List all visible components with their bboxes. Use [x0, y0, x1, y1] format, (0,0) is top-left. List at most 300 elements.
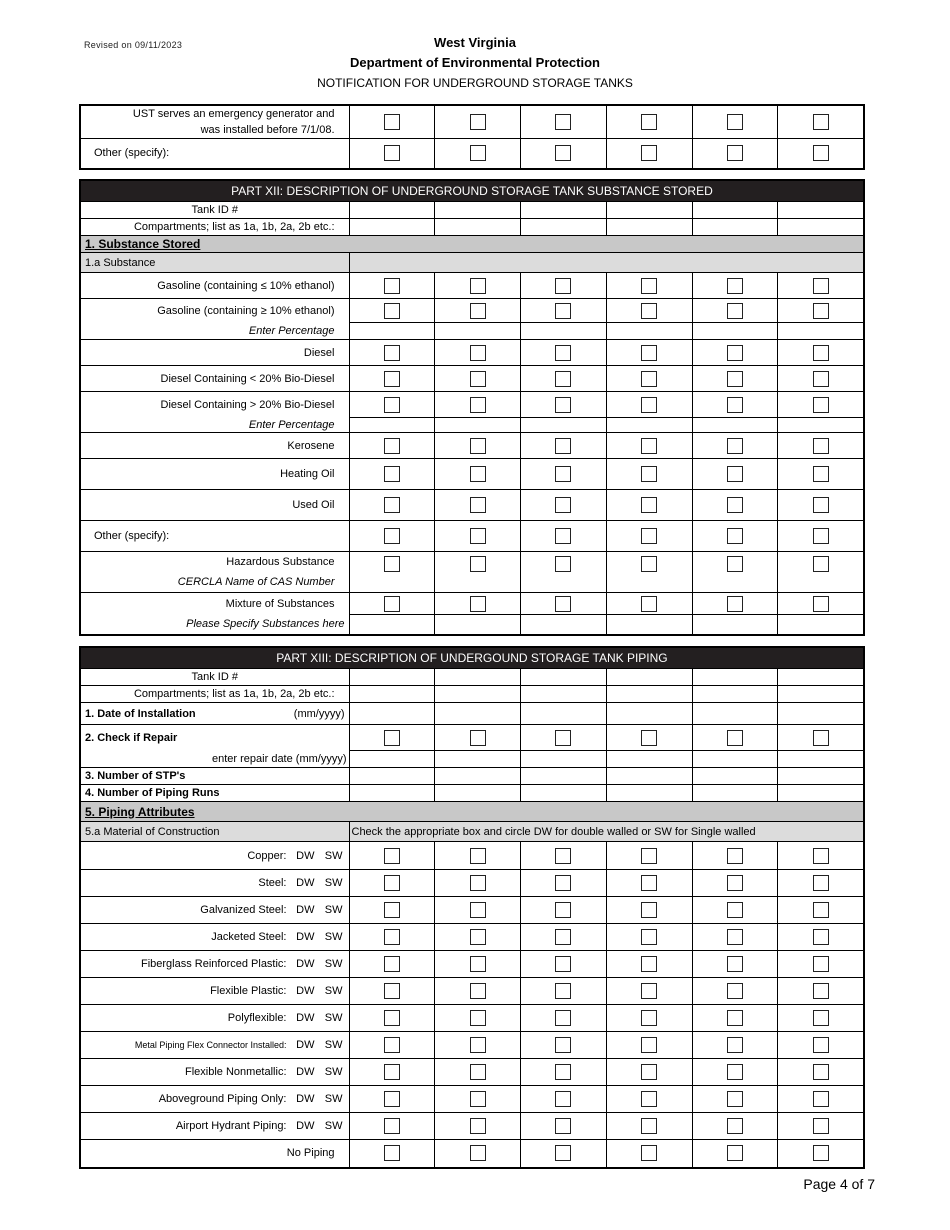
entry-cell[interactable]: [521, 768, 607, 785]
entry-cell[interactable]: [606, 751, 692, 768]
checkbox[interactable]: [813, 875, 829, 891]
checkbox[interactable]: [813, 145, 829, 161]
checkbox[interactable]: [555, 1091, 571, 1107]
entry-cell[interactable]: [435, 202, 521, 219]
entry-cell[interactable]: [349, 785, 435, 802]
checkbox[interactable]: [555, 730, 571, 746]
material-label: [80, 1086, 349, 1113]
checkbox[interactable]: [555, 596, 571, 612]
checkbox[interactable]: [384, 556, 400, 572]
checkbox[interactable]: [727, 983, 743, 999]
checkbox[interactable]: [641, 1064, 657, 1080]
checkbox[interactable]: [641, 1010, 657, 1026]
sw-option[interactable]: SW: [324, 1039, 343, 1051]
entry-cell[interactable]: [778, 768, 864, 785]
entry-cell[interactable]: [692, 418, 778, 433]
checkbox[interactable]: [641, 875, 657, 891]
checkbox[interactable]: [813, 556, 829, 572]
checkbox[interactable]: [555, 983, 571, 999]
checkbox[interactable]: [470, 371, 486, 387]
checkbox[interactable]: [727, 1118, 743, 1134]
checkbox[interactable]: [555, 114, 571, 130]
checkbox[interactable]: [384, 1118, 400, 1134]
checkbox[interactable]: [727, 1091, 743, 1107]
sw-option[interactable]: SW: [324, 877, 343, 889]
checkbox[interactable]: [470, 1145, 486, 1161]
checkbox[interactable]: [813, 1037, 829, 1053]
heating-oil-label: Heating Oil: [80, 459, 349, 490]
emergency-generator-table: [79, 104, 865, 170]
checkbox[interactable]: [727, 528, 743, 544]
checkbox[interactable]: [813, 466, 829, 482]
entry-cell[interactable]: [606, 323, 692, 340]
entry-cell[interactable]: [435, 751, 521, 768]
checkbox[interactable]: [555, 345, 571, 361]
checkbox[interactable]: [727, 956, 743, 972]
checkbox[interactable]: [813, 528, 829, 544]
used-oil-row: [80, 490, 864, 521]
checkbox[interactable]: [813, 497, 829, 513]
checkbox[interactable]: [384, 929, 400, 945]
entry-cell[interactable]: [435, 669, 521, 686]
kerosene-row: [80, 433, 864, 459]
material-label: [80, 1032, 349, 1059]
entry-cell[interactable]: [349, 418, 435, 433]
dw-option[interactable]: DW: [296, 931, 315, 943]
checkbox[interactable]: [727, 929, 743, 945]
checkbox[interactable]: [384, 114, 400, 130]
checkbox[interactable]: [470, 114, 486, 130]
substance-stored-heading: 1. Substance Stored: [80, 236, 864, 253]
sw-option[interactable]: SW: [324, 985, 343, 997]
entry-cell[interactable]: [692, 785, 778, 802]
entry-cell[interactable]: [521, 615, 607, 635]
entry-cell[interactable]: [778, 418, 864, 433]
sw-option[interactable]: SW: [324, 1066, 343, 1078]
checkbox[interactable]: [813, 730, 829, 746]
entry-cell[interactable]: [435, 615, 521, 635]
entry-cell[interactable]: [692, 219, 778, 236]
material-instruction: Check the appropriate box and circle DW for double walled or SW for Single walled: [349, 822, 864, 842]
checkbox[interactable]: [384, 902, 400, 918]
entry-cell[interactable]: [521, 785, 607, 802]
entry-cell[interactable]: [349, 703, 435, 725]
checkbox[interactable]: [384, 528, 400, 544]
checkbox[interactable]: [555, 497, 571, 513]
entry-cell[interactable]: [349, 768, 435, 785]
checkbox[interactable]: [470, 875, 486, 891]
entry-cell[interactable]: [778, 323, 864, 340]
checkbox[interactable]: [641, 303, 657, 319]
checkbox[interactable]: [470, 397, 486, 413]
gasoline-le10-label: Gasoline (containing ≤ 10% ethanol): [80, 273, 349, 299]
checkbox[interactable]: [641, 497, 657, 513]
entry-cell[interactable]: [606, 418, 692, 433]
entry-cell[interactable]: [521, 669, 607, 686]
checkbox[interactable]: [641, 902, 657, 918]
sw-option[interactable]: SW: [324, 1120, 343, 1132]
kerosene-label: Kerosene: [80, 433, 349, 459]
entry-cell[interactable]: [606, 768, 692, 785]
checkbox[interactable]: [813, 956, 829, 972]
entry-cell[interactable]: [692, 703, 778, 725]
checkbox[interactable]: [813, 1118, 829, 1134]
checkbox[interactable]: [813, 438, 829, 454]
checkbox[interactable]: [813, 902, 829, 918]
checkbox[interactable]: [470, 1091, 486, 1107]
checkbox[interactable]: [641, 397, 657, 413]
checkbox[interactable]: [641, 596, 657, 612]
entry-cell[interactable]: [435, 703, 521, 725]
checkbox[interactable]: [555, 438, 571, 454]
repair-date-label: enter repair date (mm/yyyy): [80, 751, 349, 768]
checkbox[interactable]: [384, 145, 400, 161]
entry-cell[interactable]: [521, 202, 607, 219]
checkbox[interactable]: [384, 371, 400, 387]
entry-cell[interactable]: [692, 751, 778, 768]
checkbox[interactable]: [813, 114, 829, 130]
checkbox[interactable]: [555, 145, 571, 161]
specify-row: [80, 615, 864, 635]
entry-cell[interactable]: [349, 686, 435, 703]
checkbox[interactable]: [470, 438, 486, 454]
checkbox[interactable]: [384, 983, 400, 999]
checkbox[interactable]: [813, 397, 829, 413]
sw-option[interactable]: SW: [324, 931, 343, 943]
checkbox[interactable]: [555, 397, 571, 413]
checkbox[interactable]: [384, 438, 400, 454]
checkbox[interactable]: [813, 345, 829, 361]
checkbox[interactable]: [384, 345, 400, 361]
material-name: Jacketed Steel:: [211, 931, 287, 943]
checkbox[interactable]: [384, 278, 400, 294]
num-stp-row: [80, 768, 864, 785]
checkbox[interactable]: [727, 278, 743, 294]
checkbox[interactable]: [641, 1118, 657, 1134]
checkbox[interactable]: [470, 345, 486, 361]
checkbox[interactable]: [727, 596, 743, 612]
checkbox[interactable]: [555, 1118, 571, 1134]
checkbox[interactable]: [641, 1145, 657, 1161]
entry-cell[interactable]: [349, 751, 435, 768]
entry-cell[interactable]: [692, 202, 778, 219]
entry-cell[interactable]: [606, 202, 692, 219]
material-label: [80, 924, 349, 951]
checkbox[interactable]: [384, 1064, 400, 1080]
hazardous-row: [80, 552, 864, 593]
entry-cell[interactable]: [692, 323, 778, 340]
entry-cell[interactable]: [692, 686, 778, 703]
no-piping-label: No Piping: [80, 1140, 349, 1168]
entry-cell[interactable]: [435, 785, 521, 802]
checkbox[interactable]: [641, 278, 657, 294]
checkbox[interactable]: [470, 145, 486, 161]
sw-option[interactable]: SW: [324, 904, 343, 916]
checkbox[interactable]: [555, 1010, 571, 1026]
dw-option[interactable]: DW: [296, 1120, 315, 1132]
checkbox[interactable]: [384, 497, 400, 513]
checkbox[interactable]: [641, 730, 657, 746]
entry-cell[interactable]: [692, 615, 778, 635]
entry-cell[interactable]: [521, 323, 607, 340]
no-piping-row: [80, 1140, 864, 1168]
checkbox[interactable]: [813, 596, 829, 612]
check-repair-row: [80, 725, 864, 751]
material-label: [80, 842, 349, 870]
checkbox[interactable]: [727, 556, 743, 572]
checkbox[interactable]: [641, 438, 657, 454]
entry-cell[interactable]: [349, 202, 435, 219]
checkbox[interactable]: [727, 1010, 743, 1026]
checkbox[interactable]: [641, 114, 657, 130]
material-label: [80, 1059, 349, 1086]
checkbox[interactable]: [470, 278, 486, 294]
entry-cell[interactable]: [521, 751, 607, 768]
check-repair-label: 2. Check if Repair: [80, 725, 349, 751]
checkbox[interactable]: [555, 875, 571, 891]
entry-cell[interactable]: [778, 751, 864, 768]
checkbox[interactable]: [384, 1037, 400, 1053]
checkbox[interactable]: [813, 929, 829, 945]
entry-cell[interactable]: [521, 686, 607, 703]
entry-cell[interactable]: [778, 703, 864, 725]
checkbox[interactable]: [384, 596, 400, 612]
checkbox[interactable]: [813, 371, 829, 387]
entry-cell[interactable]: [521, 418, 607, 433]
entry-cell[interactable]: [692, 768, 778, 785]
checkbox[interactable]: [384, 875, 400, 891]
entry-cell[interactable]: [521, 219, 607, 236]
emergency-line-1: UST serves an emergency generator and: [132, 108, 335, 120]
entry-cell[interactable]: [606, 219, 692, 236]
entry-cell[interactable]: [349, 323, 435, 340]
checkbox[interactable]: [555, 848, 571, 864]
material-label: [80, 870, 349, 897]
checkbox[interactable]: [384, 1010, 400, 1026]
checkbox[interactable]: [641, 466, 657, 482]
material-row: [80, 1059, 864, 1086]
entry-cell[interactable]: [435, 323, 521, 340]
checkbox[interactable]: [641, 929, 657, 945]
mixture-label: Mixture of Substances: [80, 593, 349, 615]
checkbox[interactable]: [641, 956, 657, 972]
sw-option[interactable]: SW: [324, 958, 343, 970]
diesel-gt20-label: Diesel Containing > 20% Bio-Diesel: [80, 392, 349, 418]
entry-cell[interactable]: [778, 785, 864, 802]
date-format-text: (mm/yyyy): [293, 707, 345, 720]
checkbox[interactable]: [555, 1037, 571, 1053]
checkbox[interactable]: [813, 1091, 829, 1107]
checkbox[interactable]: [641, 145, 657, 161]
dw-option[interactable]: DW: [296, 958, 315, 970]
num-stp-label: 3. Number of STP's: [80, 768, 349, 785]
checkbox[interactable]: [641, 1091, 657, 1107]
checkbox[interactable]: [384, 466, 400, 482]
entry-cell[interactable]: [521, 703, 607, 725]
gasoline-ge10-row: [80, 299, 864, 323]
checkbox[interactable]: [555, 929, 571, 945]
checkbox[interactable]: [555, 556, 571, 572]
checkbox[interactable]: [470, 303, 486, 319]
material-name: Flexible Nonmetallic:: [185, 1066, 287, 1078]
dw-option[interactable]: DW: [296, 985, 315, 997]
checkbox[interactable]: [384, 956, 400, 972]
checkbox[interactable]: [641, 848, 657, 864]
checkbox[interactable]: [384, 730, 400, 746]
gasoline-percentage-row: [80, 323, 864, 340]
checkbox[interactable]: [470, 730, 486, 746]
entry-cell[interactable]: [606, 785, 692, 802]
entry-cell[interactable]: [778, 686, 864, 703]
checkbox[interactable]: [384, 303, 400, 319]
dw-option[interactable]: DW: [296, 1093, 315, 1105]
top-other-row: [80, 139, 864, 169]
checkbox[interactable]: [555, 466, 571, 482]
checkbox[interactable]: [470, 1037, 486, 1053]
dw-option[interactable]: DW: [296, 1066, 315, 1078]
checkbox[interactable]: [384, 1145, 400, 1161]
material-row: [80, 978, 864, 1005]
material-row: [80, 1113, 864, 1140]
material-row: [80, 951, 864, 978]
entry-cell[interactable]: [606, 615, 692, 635]
checkbox[interactable]: [470, 929, 486, 945]
checkbox[interactable]: [555, 902, 571, 918]
checkbox[interactable]: [641, 1037, 657, 1053]
used-oil-label: Used Oil: [80, 490, 349, 521]
tank-id-label-2: Tank ID #: [80, 669, 349, 686]
num-runs-row: [80, 785, 864, 802]
checkbox[interactable]: [727, 902, 743, 918]
checkbox[interactable]: [555, 956, 571, 972]
checkbox[interactable]: [555, 1145, 571, 1161]
checkbox[interactable]: [727, 438, 743, 454]
checkbox[interactable]: [727, 875, 743, 891]
date-installation-text: 1. Date of Installation: [85, 707, 196, 720]
entry-cell[interactable]: [606, 669, 692, 686]
diesel-percentage-label: Enter Percentage: [80, 418, 349, 433]
checkbox[interactable]: [727, 371, 743, 387]
material-row: [80, 1005, 864, 1032]
checkbox[interactable]: [641, 556, 657, 572]
part-xii-table: [79, 179, 865, 636]
entry-cell[interactable]: [606, 703, 692, 725]
checkbox[interactable]: [727, 497, 743, 513]
entry-cell[interactable]: [435, 686, 521, 703]
gasoline-ge10-label: Gasoline (containing ≥ 10% ethanol): [80, 299, 349, 323]
checkbox[interactable]: [813, 983, 829, 999]
entry-cell[interactable]: [692, 669, 778, 686]
sw-option[interactable]: SW: [324, 849, 343, 862]
heating-oil-row: [80, 459, 864, 490]
checkbox[interactable]: [555, 303, 571, 319]
dw-option[interactable]: DW: [296, 849, 315, 862]
checkbox[interactable]: [470, 556, 486, 572]
cercla-text: CERCLA Name of CAS Number: [177, 576, 335, 588]
entry-cell[interactable]: [435, 219, 521, 236]
entry-cell[interactable]: [435, 418, 521, 433]
entry-cell[interactable]: [778, 615, 864, 635]
checkbox[interactable]: [727, 466, 743, 482]
checkbox[interactable]: [470, 956, 486, 972]
checkbox[interactable]: [813, 1010, 829, 1026]
checkbox[interactable]: [555, 371, 571, 387]
checkbox[interactable]: [470, 596, 486, 612]
checkbox[interactable]: [813, 1064, 829, 1080]
material-label: [80, 1005, 349, 1032]
material-row: [80, 870, 864, 897]
entry-cell[interactable]: [435, 768, 521, 785]
checkbox[interactable]: [555, 278, 571, 294]
checkbox[interactable]: [727, 303, 743, 319]
checkbox[interactable]: [813, 303, 829, 319]
dw-option[interactable]: DW: [296, 1012, 315, 1024]
part-xiii-compartments-row: [80, 686, 864, 703]
sw-option[interactable]: SW: [324, 1012, 343, 1024]
checkbox[interactable]: [555, 528, 571, 544]
entry-cell[interactable]: [349, 615, 435, 635]
entry-cell[interactable]: [349, 219, 435, 236]
checkbox[interactable]: [555, 1064, 571, 1080]
sw-option[interactable]: SW: [324, 1093, 343, 1105]
checkbox[interactable]: [727, 345, 743, 361]
checkbox[interactable]: [727, 730, 743, 746]
checkbox[interactable]: [813, 848, 829, 864]
entry-cell[interactable]: [778, 219, 864, 236]
material-label: [80, 897, 349, 924]
emergency-generator-label: [80, 105, 349, 139]
checkbox[interactable]: [641, 345, 657, 361]
entry-cell[interactable]: [778, 202, 864, 219]
checkbox[interactable]: [384, 848, 400, 864]
material-row: [80, 1086, 864, 1113]
checkbox[interactable]: [384, 397, 400, 413]
checkbox[interactable]: [384, 1091, 400, 1107]
checkbox[interactable]: [727, 1037, 743, 1053]
checkbox[interactable]: [470, 497, 486, 513]
entry-cell[interactable]: [778, 669, 864, 686]
checkbox[interactable]: [470, 1118, 486, 1134]
checkbox[interactable]: [727, 397, 743, 413]
checkbox[interactable]: [470, 1010, 486, 1026]
dw-option[interactable]: DW: [296, 877, 315, 889]
checkbox[interactable]: [470, 902, 486, 918]
checkbox[interactable]: [641, 371, 657, 387]
checkbox[interactable]: [470, 528, 486, 544]
checkbox[interactable]: [727, 1145, 743, 1161]
checkbox[interactable]: [813, 278, 829, 294]
dw-option[interactable]: DW: [296, 904, 315, 916]
entry-cell[interactable]: [606, 686, 692, 703]
state-name: West Virginia: [434, 35, 516, 50]
checkbox[interactable]: [470, 466, 486, 482]
checkbox[interactable]: [470, 1064, 486, 1080]
checkbox[interactable]: [641, 528, 657, 544]
checkbox[interactable]: [727, 1064, 743, 1080]
entry-cell[interactable]: [349, 669, 435, 686]
checkbox[interactable]: [641, 983, 657, 999]
checkbox[interactable]: [813, 1145, 829, 1161]
num-runs-label: 4. Number of Piping Runs: [80, 785, 349, 802]
dw-option[interactable]: DW: [296, 1039, 315, 1051]
checkbox[interactable]: [727, 145, 743, 161]
checkbox[interactable]: [727, 114, 743, 130]
checkbox[interactable]: [470, 848, 486, 864]
checkbox[interactable]: [727, 848, 743, 864]
part-xii-compartments-row: [80, 219, 864, 236]
gasoline-le10-row: [80, 273, 864, 299]
checkbox[interactable]: [470, 983, 486, 999]
